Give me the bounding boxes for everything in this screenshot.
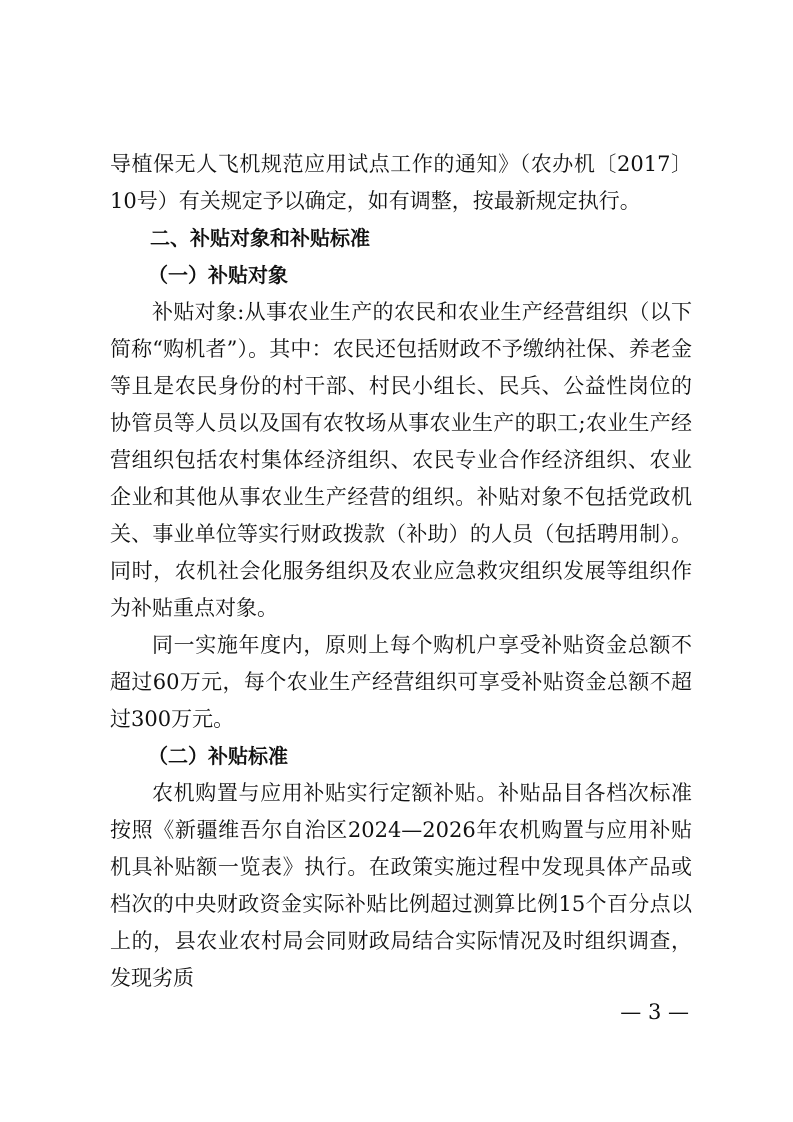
- paragraph-subsidy-limits: 同一实施年度内，原则上每个购机户享受补贴资金总额不超过60万元，每个农业生产经营组织可享受补贴资金总额不超过300万元。: [110, 633, 692, 731]
- section-heading-subsidy-targets-and-standards: 二、补贴对象和补贴标准: [150, 226, 370, 250]
- page-number: — 3 —: [620, 1000, 689, 1024]
- subsection-heading-subsidy-targets: （一）补贴对象: [148, 263, 288, 287]
- paragraph-continuation: 导植保无人飞机规范应用试点工作的通知》（农办机〔2017〕10号）有关规定予以确定，如有调整，按最新规定执行。: [110, 152, 692, 213]
- paragraph-subsidy-targets: 补贴对象:从事农业生产的农民和农业生产经营组织（以下简称“购机者”）。其中：农民还包括财政不予缴纳社保、养老金等且是农民身份的村干部、村民小组长、民兵、公益性岗位的协管员等人员以及国有农牧场从事农业生产的职工;农业生产经营组织包括农村集体经济组织、农民专业合作经济组织、农业企业和其他从事农业生产经营的组织。补贴对象不包括党政机关、事业单位等实行财政拨款（补助）的人员（包括聘用制）。同时，农机社会化服务组织及农业应急救灾组织发展等组织作为补贴重点对象。: [110, 300, 692, 620]
- document-body: [110, 146, 692, 997]
- subsection-heading-subsidy-standards: （二）补贴标准: [148, 744, 288, 768]
- paragraph-subsidy-standards: 农机购置与应用补贴实行定额补贴。补贴品目各档次标准按照《新疆维吾尔自治区2024—2026年农机购置与应用补贴机具补贴额一览表》执行。在政策实施过程中发现具体产品或档次的中央财政资金实际补贴比例超过测算比例15个百分点以上的，县农业农村局会同财政局结合实际情况及时组织调查，发现劣质: [110, 781, 692, 990]
